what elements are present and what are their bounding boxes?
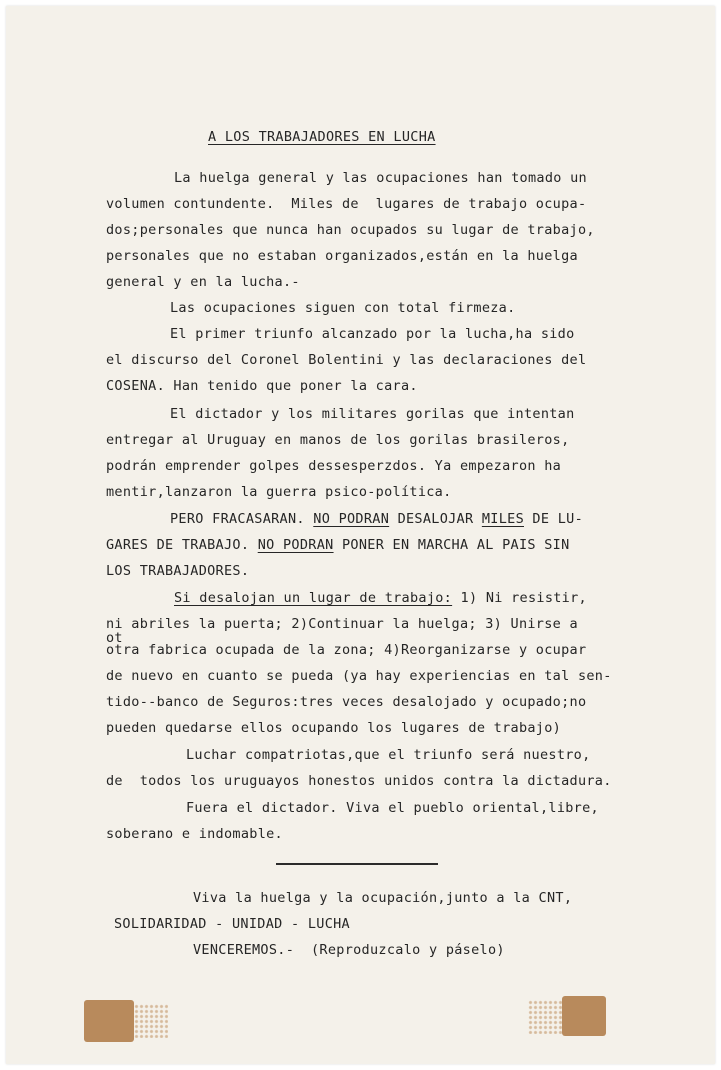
text-line: entregar al Uruguay en manos de los gorilas brasileros, [106,432,570,448]
text-line: Las ocupaciones siguen con total firmeza. [170,300,516,316]
caps-text: PONER EN MARCHA AL PAIS SIN [333,537,570,553]
closing-line: Viva la huelga y la ocupación,junto a la CNT, [193,890,573,906]
closing-line: VENCEREMOS.- (Reproduzcalo y páselo) [193,942,505,958]
text-line: El dictador y los militares gorilas que intentan [170,406,575,422]
caps-line [106,537,570,553]
text-line: general y en la lucha.- [106,274,300,290]
caps-line: LOS TRABAJADORES. [106,563,250,579]
text-line: soberano e indomable. [106,826,283,842]
text-line: dos;personales que nunca han ocupados su lugar de trabajo, [106,222,595,238]
instruction-line [174,590,587,606]
text-line: El primer triunfo alcanzado por la lucha,ha sido [170,326,575,342]
text-line: La huelga general y las ocupaciones han tomado un [174,170,587,186]
text-line: Fuera el dictador. Viva el pueblo oriental,libre, [186,800,599,816]
caps-underlined: MILES [481,511,524,527]
text-line: COSENA. Han tenido que poner la cara. [106,378,418,394]
text-line: podrán emprender golpes dessesperzdos. Ya empezaron ha [106,458,562,474]
paper-sheet [6,6,715,1064]
tape-residue-right [562,996,606,1036]
caps-text: DESALOJAR [389,511,482,527]
divider-rule [276,863,438,865]
closing-line: SOLIDARIDAD - UNIDAD - LUCHA [114,916,350,932]
text-line: ni abriles la puerta; 2)Continuar la huelga; 3) Unirse a [106,616,578,632]
caps-text: GARES DE TRABAJO. [106,537,258,553]
caps-underlined: NO PODRAN [313,511,390,527]
caps-text: PERO FRACASARAN. [170,511,314,527]
text-line: pueden quedarse ellos ocupando los lugares de trabajo) [106,720,562,736]
text-line: Luchar compatriotas,que el triunfo será nuestro, [186,747,591,763]
text-line: volumen contundente. Miles de lugares de trabajo ocupa- [106,196,587,212]
caps-underlined: NO PODRAN [257,537,334,553]
caps-line [170,511,583,527]
text-line: personales que no estaban organizados,están en la huelga [106,248,578,264]
text-line: de nuevo en cuanto se pueda (ya hay experiencias en tal sen- [106,668,612,684]
document-title: A LOS TRABAJADORES EN LUCHA [208,129,436,145]
instruction-text: 1) Ni resistir, [452,590,587,606]
instruction-underlined: Si desalojan un lugar de trabajo: [174,590,453,606]
text-line: tido--banco de Seguros:tres veces desalojado y ocupado;no [106,694,587,710]
caps-text: DE LU- [524,511,583,527]
text-line: ot [106,630,123,646]
text-line: otra fabrica ocupada de la zona; 4)Reorganizarse y ocupar [106,642,587,658]
tape-residue-left [84,1000,134,1042]
text-line: mentir,lanzaron la guerra psico-política. [106,484,452,500]
text-line: el discurso del Coronel Bolentini y las declaraciones del [106,352,587,368]
text-line: de todos los uruguayos honestos unidos contra la dictadura. [106,773,612,789]
